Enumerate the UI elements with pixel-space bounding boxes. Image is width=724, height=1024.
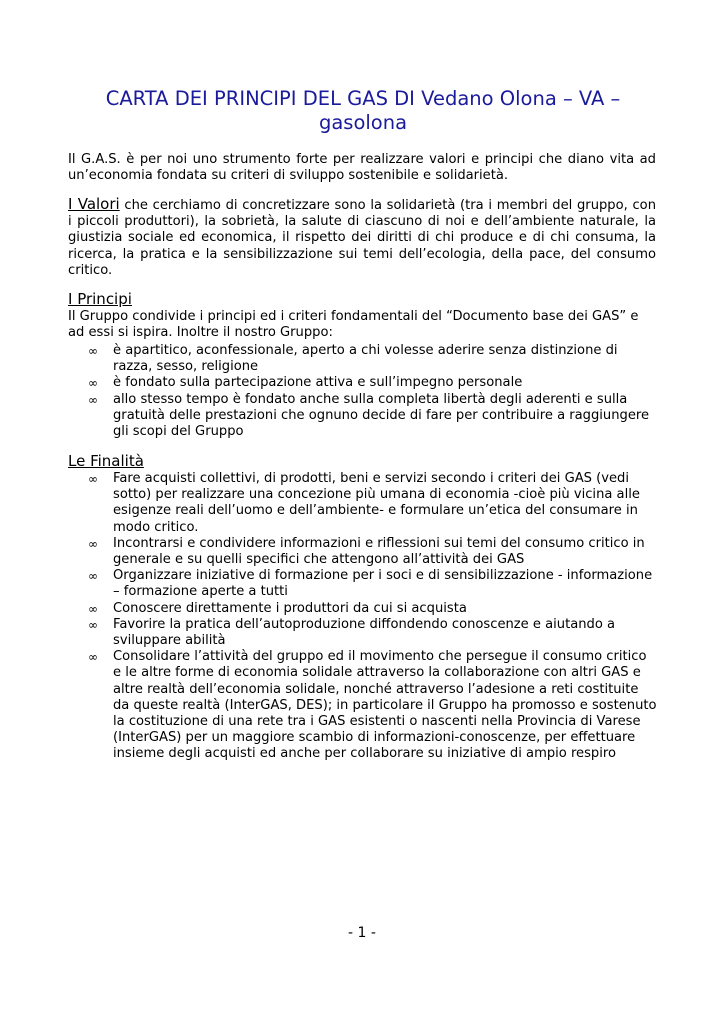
principi-list xyxy=(88,343,658,440)
finalita-list xyxy=(88,471,658,763)
list-item xyxy=(88,536,658,568)
list-item-text: Organizzare iniziative di formazione per i soci e di sensibilizzazione - informazione – formazione aperte a tutti xyxy=(113,568,653,600)
bullet-infinity-icon: ∞ xyxy=(88,536,98,551)
bullet-infinity-icon: ∞ xyxy=(88,650,98,665)
valori-heading: I Valori xyxy=(68,195,120,213)
principi-heading: I Principi xyxy=(68,290,132,308)
list-item xyxy=(88,392,658,441)
list-item xyxy=(88,617,658,649)
finalita-heading: Le Finalità xyxy=(68,452,144,470)
list-item-text: Conoscere direttamente i produttori da cui si acquista xyxy=(113,600,467,616)
list-item-text: è apartitico, aconfessionale, aperto a chi volesse aderire senza distinzione di razza, sesso, religione xyxy=(113,343,618,375)
bullet-infinity-icon: ∞ xyxy=(88,617,98,632)
bullet-infinity-icon: ∞ xyxy=(88,376,98,391)
list-item xyxy=(88,649,658,762)
list-item-text: è fondato sulla partecipazione attiva e sull’impegno personale xyxy=(113,375,523,391)
list-item xyxy=(88,601,658,617)
bullet-infinity-icon: ∞ xyxy=(88,392,98,407)
principi-paragraph: Il Gruppo condivide i principi ed i criteri fondamentali del “Documento base dei GAS” e ad essi si ispira. Inoltre il nostro Gruppo: xyxy=(68,309,639,341)
document-title: CARTA DEI PRINCIPI DEL GAS DI Vedano Olona – VA – gasolona xyxy=(105,87,621,134)
list-item xyxy=(88,375,658,391)
list-item xyxy=(88,568,658,600)
bullet-infinity-icon: ∞ xyxy=(88,601,98,616)
list-item-text: Incontrarsi e condividere informazioni e riflessioni sui temi del consumo critico in generale e su quelli specifici che attengono all’attività dei GAS xyxy=(113,535,645,568)
intro-paragraph: Il G.A.S. è per noi uno strumento forte per realizzare valori e principi che diano vita ad un’economia fondata su criteri di sviluppo sostenibile e solidarietà. xyxy=(68,152,656,184)
list-item-text: Fare acquisti collettivi, di prodotti, beni e servizi secondo i criteri dei GAS (vedi sotto) per realizzare una concezione più umana di economia -cioè più vicina alle esigenze reali dell’uomo e dell’ambiente- e formulare un’etica del consumare in modo critico. xyxy=(113,471,640,535)
list-item-text: Consolidare l’attività del gruppo ed il movimento che persegue il consumo critico e le altre forme di economia solidale attraverso la collaborazione con altri GAS e altre realtà dell’economia solidale, nonché attraverso l’adesione a reti costituite da queste realtà (InterGAS, DES); in particolare il Gruppo ha promosso e sostenuto la costituzione di una rete tra i GAS esistenti o nascenti nella Provincia di Varese (InterGAS) per un maggiore scambio di informazioni-conoscenze, per effettuare insieme degli acquisti ed anche per collaborare su iniziative di ampio respiro xyxy=(113,649,657,762)
valori-text: che cerchiamo di concretizzare sono la solidarietà (tra i membri del gruppo, con i piccoli produttori), la sobrietà, la salute di ciascuno di noi e dell’ambiente naturale, la giustizia sociale ed economica, il rispetto dei diritti di chi produce e di chi consuma, la ricerca, la pratica e la sensibilizzazione sui temi dell’ecologia, della pace, del consumo critico. xyxy=(68,198,656,278)
bullet-infinity-icon: ∞ xyxy=(88,344,98,358)
list-item xyxy=(88,471,658,536)
page-number: - 1 - xyxy=(348,925,376,941)
valori-paragraph xyxy=(68,196,656,279)
bullet-infinity-icon: ∞ xyxy=(88,472,98,486)
list-item xyxy=(88,343,658,375)
list-item-text: allo stesso tempo è fondato anche sulla completa libertà degli aderenti e sulla gratuità delle prestazioni che ognuno decide di fare per contribuire a raggiungere gli scopi del Gruppo xyxy=(113,391,650,440)
bullet-infinity-icon: ∞ xyxy=(88,569,98,584)
list-item-text: Favorire la pratica dell’autoproduzione diffondendo conoscenze e aiutando a sviluppare abilità xyxy=(113,616,616,649)
